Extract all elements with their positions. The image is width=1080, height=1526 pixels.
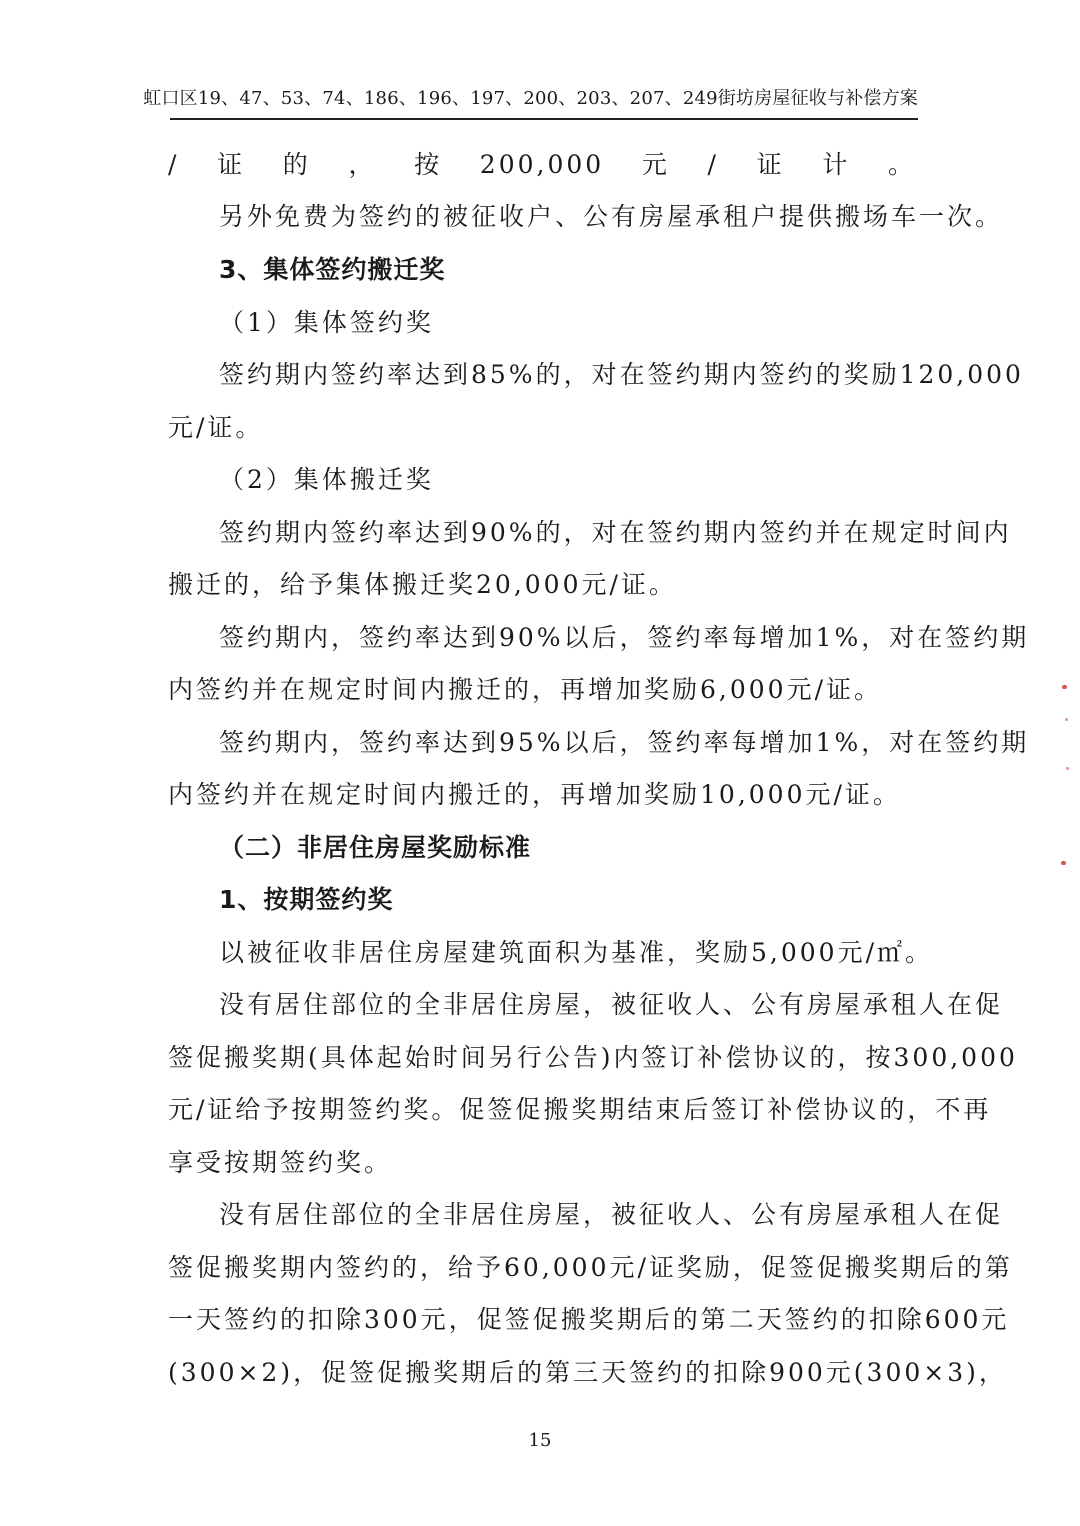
body-line: 签约期内签约率达到85%的，对在签约期内签约的奖励120,000 xyxy=(219,360,1024,389)
section-heading: （二）非居住房屋奖励标准 xyxy=(219,833,532,862)
body-line: (300×2)，促签促搬奖期后的第三天签约的扣除900元(300×3)， xyxy=(168,1358,1007,1387)
body-line: 内签约并在规定时间内搬迁的，再增加奖励6,000元/证。 xyxy=(168,675,882,704)
edge-mark xyxy=(1065,718,1068,721)
body-line: 搬迁的，给予集体搬迁奖20,000元/证。 xyxy=(168,570,677,599)
header-title: 虹口区19、47、53、74、186、196、197、200、203、207、249街坊房屋征收与补偿方案 xyxy=(143,88,918,109)
section-heading: 3、集体签约搬迁奖 xyxy=(219,255,446,284)
body-line: 另外免费为签约的被征收户、公有房屋承租户提供搬场车一次。 xyxy=(219,202,1004,231)
body-line: 签约期内，签约率达到90%以后，签约率每增加1%，对在签约期 xyxy=(219,623,1030,652)
edge-mark xyxy=(1061,861,1066,865)
body-line: 内签约并在规定时间内搬迁的，再增加奖励10,000元/证。 xyxy=(168,780,901,809)
page-number: 15 xyxy=(528,1430,552,1451)
body-line: 没有居住部位的全非居住房屋，被征收人、公有房屋承租人在促 xyxy=(219,1200,1004,1229)
body-line: 签促搬奖期内签约的，给予60,000元/证奖励，促签促搬奖期后的第 xyxy=(168,1253,1013,1282)
subsection-heading: （2）集体搬迁奖 xyxy=(219,465,434,494)
body-line: /证的，按200,000元/证计。 xyxy=(168,150,916,179)
body-line: 签约期内，签约率达到95%以后，签约率每增加1%，对在签约期 xyxy=(219,728,1030,757)
body-line: 元/证给予按期签约奖。促签促搬奖期结束后签订补偿协议的，不再 xyxy=(168,1095,992,1124)
body-line: 以被征收非居住房屋建筑面积为基准，奖励5,000元/㎡。 xyxy=(219,938,933,967)
body-line: 元/证。 xyxy=(168,413,264,442)
section-heading: 1、按期签约奖 xyxy=(219,885,394,914)
subsection-heading: （1）集体签约奖 xyxy=(219,308,434,337)
body-line: 签约期内签约率达到90%的，对在签约期内签约并在规定时间内 xyxy=(219,518,1012,547)
body-line: 没有居住部位的全非居住房屋，被征收人、公有房屋承租人在促 xyxy=(219,990,1004,1019)
body-line: 享受按期签约奖。 xyxy=(168,1148,393,1177)
edge-mark xyxy=(1062,685,1067,689)
edge-mark xyxy=(1066,767,1069,770)
body-line: 一天签约的扣除300元，促签促搬奖期后的第二天签约的扣除600元 xyxy=(168,1305,1010,1334)
body-line: 签促搬奖期(具体起始时间另行公告)内签订补偿协议的，按300,000 xyxy=(168,1043,1018,1072)
page-header xyxy=(143,84,918,120)
